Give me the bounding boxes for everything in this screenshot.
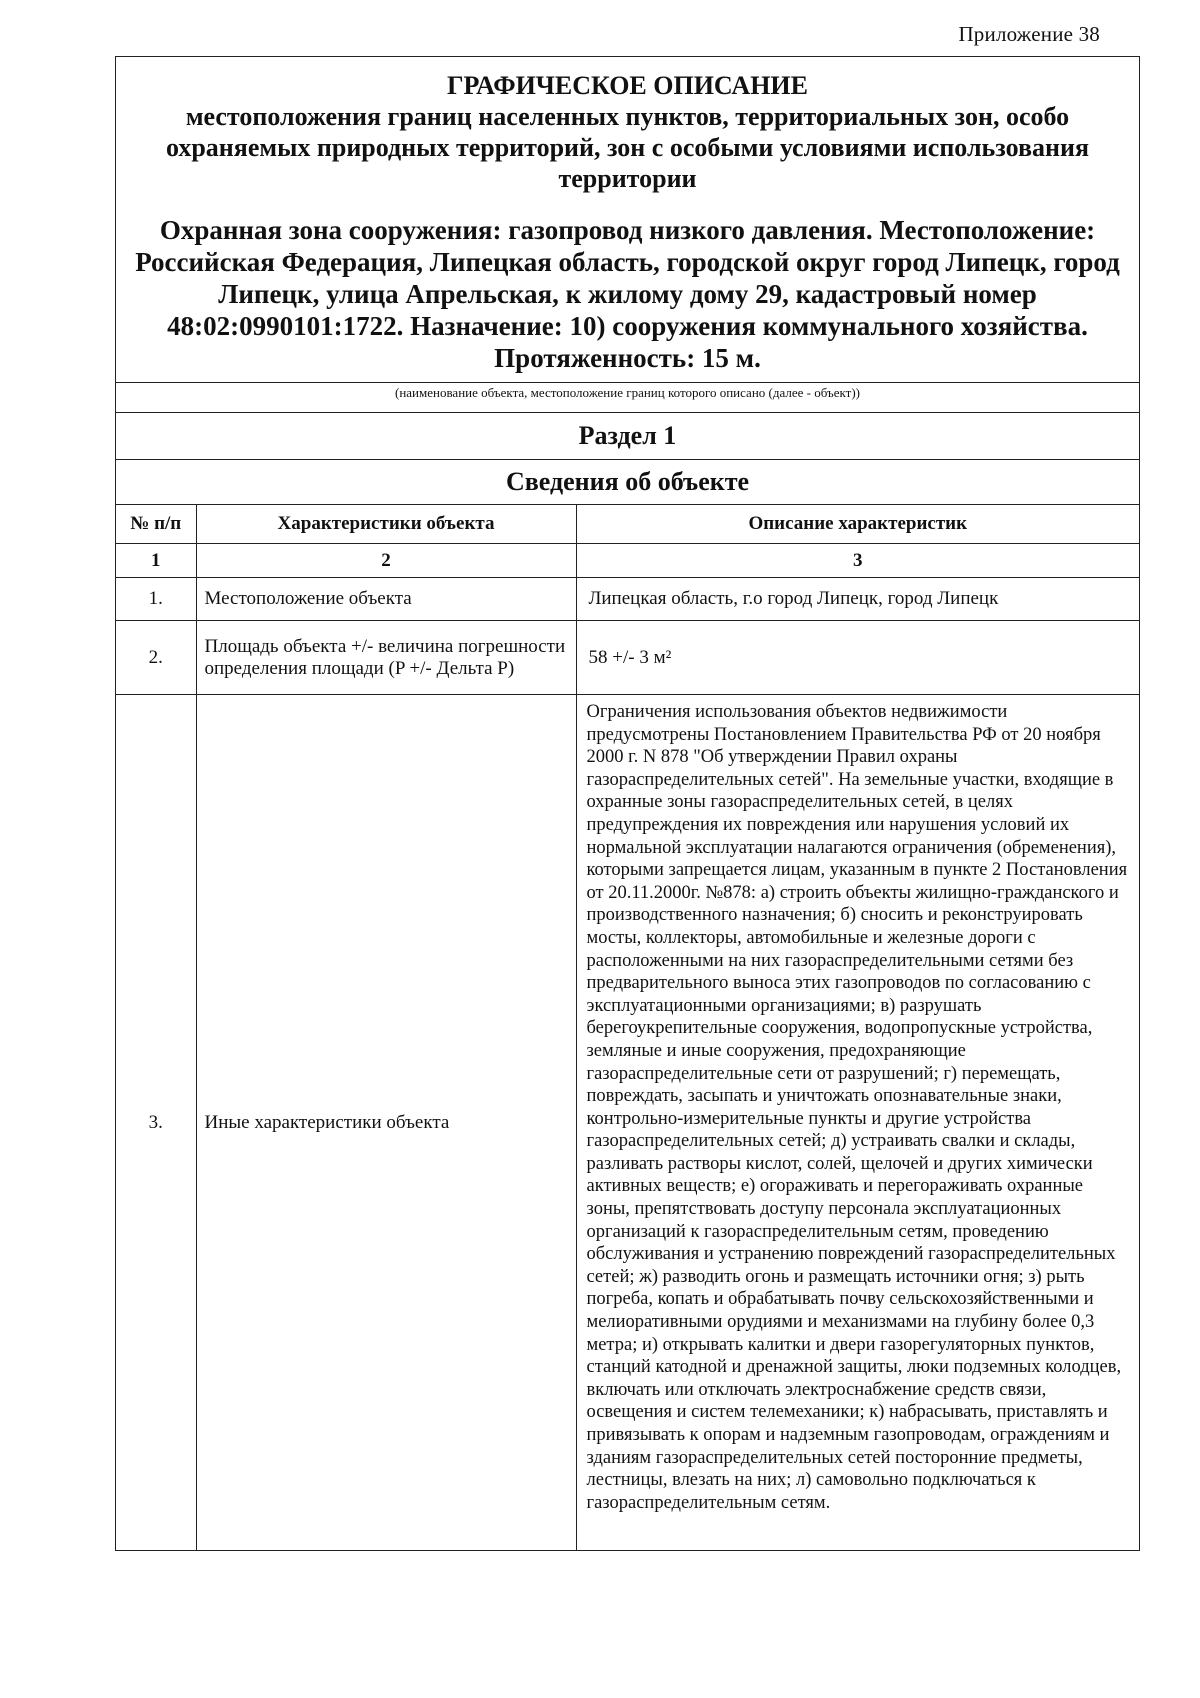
table-row: [116, 695, 1139, 1551]
column-numbers-row: [116, 544, 1139, 578]
row-description: Липецкая область, г.о город Липецк, город Липецк: [576, 578, 1139, 621]
appendix-label: Приложение 38: [958, 22, 1100, 46]
document-frame: [115, 56, 1140, 1551]
object-name: Охранная зона сооружения: газопровод низкого давления. Местоположение: Российская Федерация, Липецкая область, городской округ город Липецк, город Липецк, улица Апрельская, к жилому дому 29, кадастровый номер 48:02:0990101:1722. Назначение: 10) сооружения коммунального хозяйства. Протяженность: 15 м.: [135, 215, 1120, 373]
column-number-2: 2: [196, 544, 576, 578]
table-row: [116, 578, 1139, 621]
column-header-number: № п/п: [116, 505, 196, 544]
row-number: 2.: [116, 621, 196, 695]
section-heading: Сведения об объекте: [116, 460, 1139, 505]
column-header-description: Описание характеристик: [576, 505, 1139, 544]
row-number: 3.: [116, 695, 196, 1551]
row-characteristic: Площадь объекта +/- величина погрешности определения площади (P +/- Дельта P): [196, 621, 576, 695]
title-block: [116, 57, 1139, 383]
column-number-1: 1: [116, 544, 196, 578]
object-info-table: [116, 505, 1139, 1550]
column-number-3: 3: [576, 544, 1139, 578]
row-description: Ограничения использования объектов недвижимости предусмотрены Постановлением Правительства РФ от 20 ноября 2000 г. N 878 "Об утверждении Правил охраны газораспределительных сетей". На земельные участки, входящие в охранные зоны газораспределительных сетей, в целях предупреждения их повреждения или нарушения условий их нормальной эксплуатации налагаются ограничения (обременения), которыми запрещается лицам, указанным в пункте 2 Постановления от 20.11.2000г. №878: а) строить объекты жилищно-гражданского и производственного назначения; б) сносить и реконструировать мосты, коллекторы, автомобильные и железные дороги с расположенными на них газораспределительными сетями без предварительного выноса этих газопроводов по согласованию с эксплуатационными организациями; в) разрушать берегоукрепительные сооружения, водопропускные устройства, земляные и иные сооружения, предохраняющие газораспределительные сети от разрушений; г) перемещать, повреждать, засыпать и уничтожать опознавательные знаки, контрольно-измерительные пункты и другие устройства газораспределительных сетей; д) устраивать свалки и склады, разливать растворы кислот, солей, щелочей и других химически активных веществ; е) огораживать и перегораживать охранные зоны, препятствовать доступу персонала эксплуатационных организаций к газораспределительным сетям, проведению обслуживания и устранению повреждений газораспределительных сетей; ж) разводить огонь и размещать источники огня; з) рыть погреба, копать и обрабатывать почву сельскохозяйственными и мелиоративными орудиями и механизмами на глубину более 0,3 метра; и) открывать калитки и двери газорегуляторных пунктов, станций катодной и дренажной защиты, люки подземных колодцев, включать или отключать электроснабжение средств связи, освещения и систем телемеханики; к) набрасывать, приставлять и привязывать к опорам и надземным газопроводам, ограждениям и зданиям газораспределительных сетей посторонние предметы, лестницы, влезать на них; л) самовольно подключаться к газораспределительным сетям.: [576, 695, 1139, 1551]
object-caption: (наименование объекта, местоположение границ которого описано (далее - объект)): [116, 383, 1139, 413]
document-subtitle: местоположения границ населенных пунктов, территориальных зон, особо охраняемых природных территорий, зон с особыми условиями использования территории: [165, 102, 1090, 193]
document-title: ГРАФИЧЕСКОЕ ОПИСАНИЕ: [447, 71, 808, 100]
row-characteristic: Иные характеристики объекта: [196, 695, 576, 1551]
column-header-characteristic: Характеристики объекта: [196, 505, 576, 544]
table-row: [116, 621, 1139, 695]
row-characteristic: Местоположение объекта: [196, 578, 576, 621]
section-title: Раздел 1: [116, 413, 1139, 460]
row-description: 58 +/- 3 м²: [576, 621, 1139, 695]
row-number: 1.: [116, 578, 196, 621]
table-header-row: [116, 505, 1139, 544]
